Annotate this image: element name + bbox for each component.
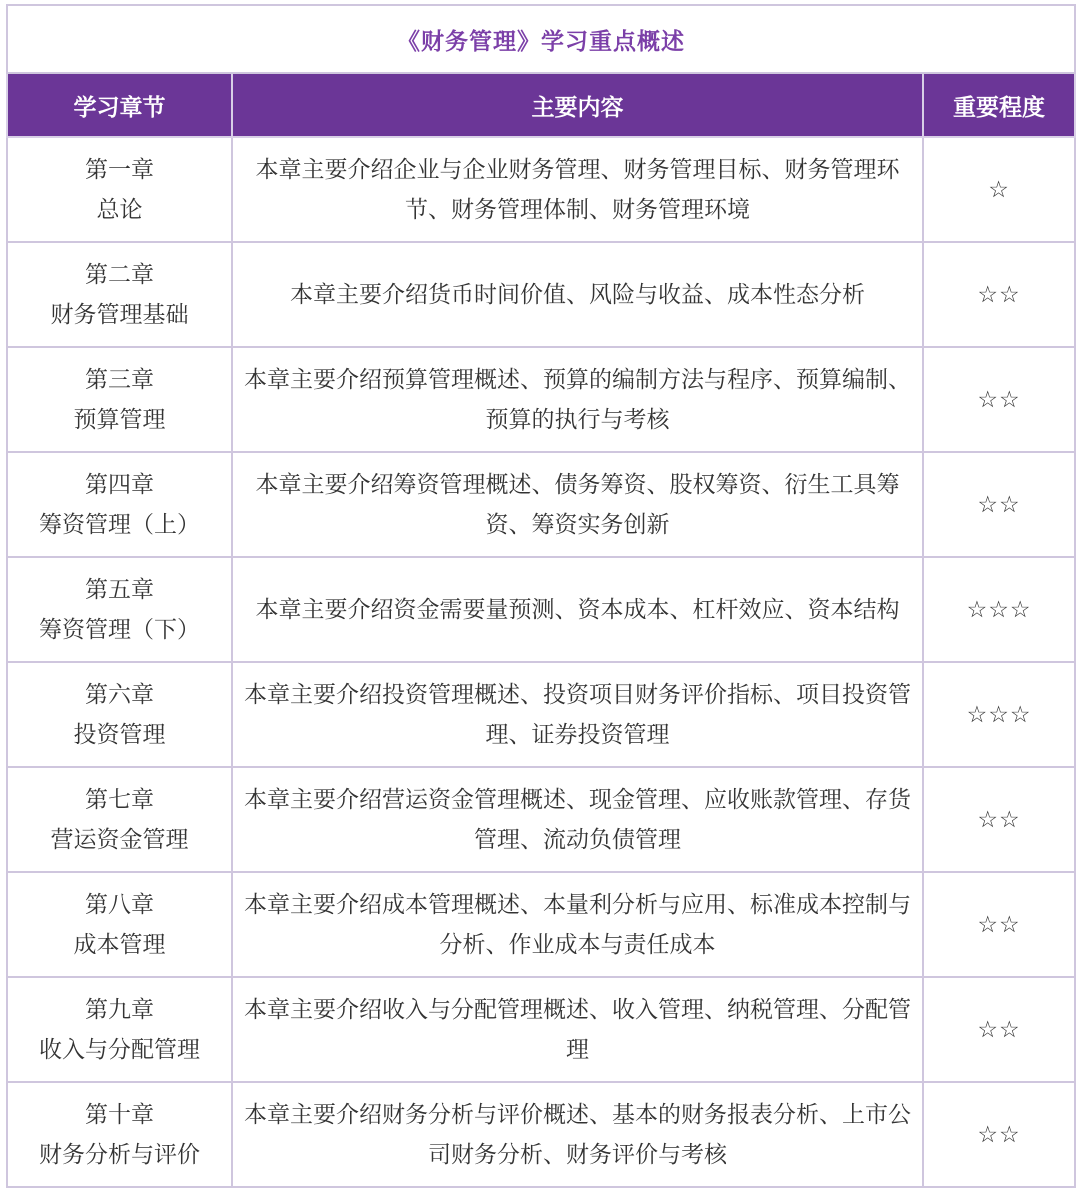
table-title-row — [7, 5, 1075, 73]
content-cell — [232, 242, 923, 347]
chapter-number: 第七章 — [85, 786, 154, 813]
content-cell — [232, 977, 923, 1082]
chapter-cell — [7, 242, 232, 347]
table-row — [7, 662, 1075, 767]
chapter-cell — [7, 137, 232, 242]
study-overview-table-wrapper — [6, 4, 1074, 1188]
chapter-cell — [7, 1082, 232, 1187]
importance-stars: ☆☆ — [923, 977, 1075, 1082]
chapter-content: 本章主要介绍资金需要量预测、资本成本、杠杆效应、资本结构 — [255, 596, 900, 623]
chapter-content: 本章主要介绍成本管理概述、本量利分析与应用、标准成本控制与分析、作业成本与责任成本 — [244, 891, 911, 958]
chapter-number: 第三章 — [85, 366, 154, 393]
chapter-cell — [7, 347, 232, 452]
content-cell — [232, 347, 923, 452]
chapter-name: 营运资金管理 — [50, 826, 189, 853]
chapter-content: 本章主要介绍营运资金管理概述、现金管理、应收账款管理、存货管理、流动负债管理 — [244, 786, 911, 853]
table-row — [7, 137, 1075, 242]
table-row — [7, 557, 1075, 662]
chapter-name: 预算管理 — [73, 406, 166, 433]
chapter-content: 本章主要介绍财务分析与评价概述、基本的财务报表分析、上市公司财务分析、财务评价与考核 — [244, 1101, 911, 1168]
chapter-cell — [7, 977, 232, 1082]
importance-stars: ☆☆☆ — [923, 557, 1075, 662]
table-row — [7, 242, 1075, 347]
importance-stars: ☆☆ — [923, 1082, 1075, 1187]
chapter-number: 第四章 — [85, 471, 154, 498]
table-row — [7, 1082, 1075, 1187]
chapter-number: 第八章 — [85, 891, 154, 918]
content-cell — [232, 452, 923, 557]
chapter-cell — [7, 662, 232, 767]
importance-stars: ☆☆ — [923, 347, 1075, 452]
chapter-number: 第一章 — [85, 156, 154, 183]
chapter-number: 第九章 — [85, 996, 154, 1023]
table-row — [7, 977, 1075, 1082]
chapter-name: 收入与分配管理 — [39, 1036, 200, 1063]
content-cell — [232, 137, 923, 242]
chapter-number: 第六章 — [85, 681, 154, 708]
header-content: 主要内容 — [232, 73, 923, 137]
chapter-name: 投资管理 — [73, 721, 166, 748]
importance-stars: ☆☆ — [923, 452, 1075, 557]
content-cell — [232, 1082, 923, 1187]
content-cell — [232, 662, 923, 767]
chapter-content: 本章主要介绍收入与分配管理概述、收入管理、纳税管理、分配管理 — [244, 996, 911, 1063]
table-row — [7, 347, 1075, 452]
chapter-name: 财务分析与评价 — [39, 1141, 200, 1168]
chapter-cell — [7, 767, 232, 872]
importance-stars: ☆☆ — [923, 242, 1075, 347]
header-chapter: 学习章节 — [7, 73, 232, 137]
header-importance: 重要程度 — [923, 73, 1075, 137]
table-header-row — [7, 73, 1075, 137]
chapter-cell — [7, 557, 232, 662]
importance-stars: ☆☆ — [923, 872, 1075, 977]
study-overview-table — [6, 4, 1076, 1188]
content-cell — [232, 872, 923, 977]
table-row — [7, 872, 1075, 977]
chapter-number: 第十章 — [85, 1101, 154, 1128]
table-row — [7, 452, 1075, 557]
chapter-number: 第二章 — [85, 261, 154, 288]
importance-stars: ☆ — [923, 137, 1075, 242]
importance-stars: ☆☆ — [923, 767, 1075, 872]
table-title: 《财务管理》学习重点概述 — [7, 5, 1075, 73]
chapter-name: 财务管理基础 — [50, 301, 189, 328]
importance-stars: ☆☆☆ — [923, 662, 1075, 767]
chapter-content: 本章主要介绍筹资管理概述、债务筹资、股权筹资、衍生工具筹资、筹资实务创新 — [255, 471, 900, 538]
chapter-content: 本章主要介绍企业与企业财务管理、财务管理目标、财务管理环节、财务管理体制、财务管理环境 — [255, 156, 900, 223]
chapter-cell — [7, 452, 232, 557]
chapter-name: 成本管理 — [73, 931, 166, 958]
chapter-name: 总论 — [96, 196, 143, 223]
chapter-content: 本章主要介绍货币时间价值、风险与收益、成本性态分析 — [290, 281, 865, 308]
content-cell — [232, 767, 923, 872]
chapter-content: 本章主要介绍投资管理概述、投资项目财务评价指标、项目投资管理、证券投资管理 — [244, 681, 911, 748]
chapter-number: 第五章 — [85, 576, 154, 603]
chapter-content: 本章主要介绍预算管理概述、预算的编制方法与程序、预算编制、预算的执行与考核 — [244, 366, 911, 433]
content-cell — [232, 557, 923, 662]
table-row — [7, 767, 1075, 872]
chapter-name: 筹资管理（上） — [39, 511, 200, 538]
chapter-cell — [7, 872, 232, 977]
chapter-name: 筹资管理（下） — [39, 616, 200, 643]
